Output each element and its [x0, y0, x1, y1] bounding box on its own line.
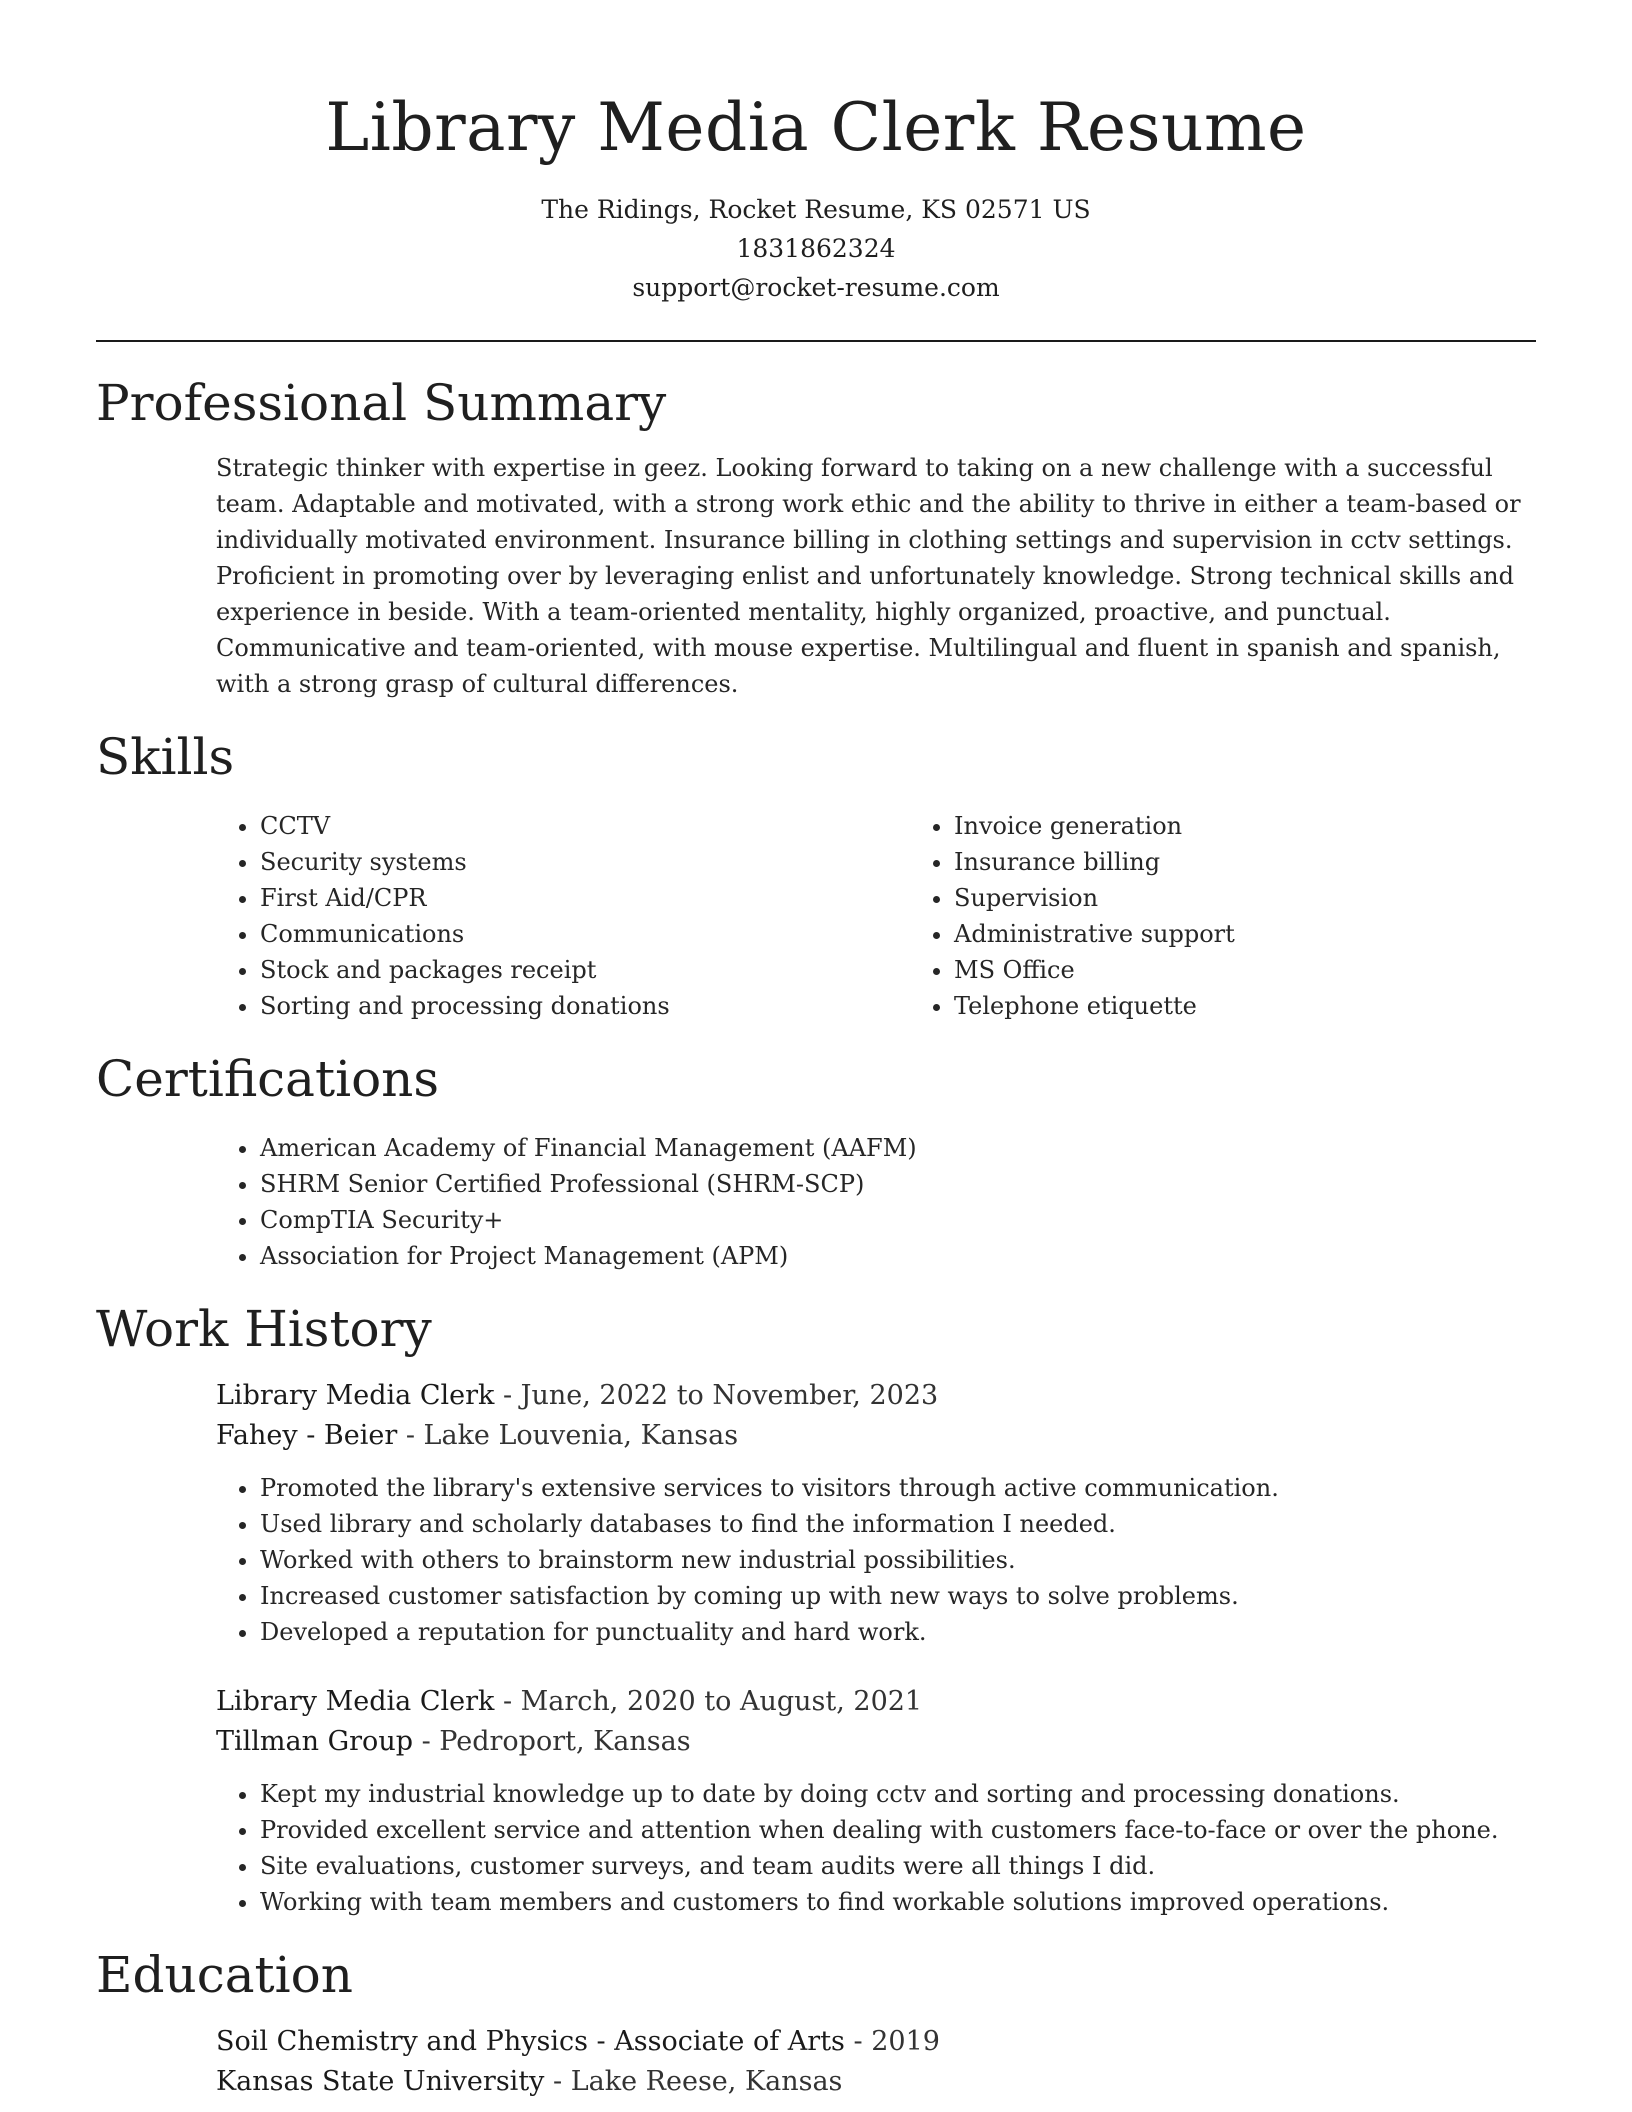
skill-item: • Supervision: [954, 880, 1604, 916]
job-location: - Lake Louvenia, Kansas: [397, 1420, 739, 1451]
summary-heading: Professional Summary: [96, 374, 667, 432]
education-school-line: [96, 2062, 1536, 2102]
education-location: - Lake Reese, Kansas: [544, 2066, 843, 2097]
skills-list-right: [910, 808, 1604, 1024]
skill-item: • Stock and packages receipt: [260, 952, 910, 988]
education-school: Kansas State University: [216, 2066, 545, 2097]
skills-list-left: [96, 808, 910, 1024]
skill-item: • Administrative support: [954, 916, 1604, 952]
job-dates: - March, 2020 to August, 2021: [494, 1686, 923, 1717]
job-bullet: • Used library and scholarly databases to find the information I needed.: [260, 1506, 1536, 1542]
skill-item: • Communications: [260, 916, 910, 952]
summary-text: Strategic thinker with expertise in geez. Looking forward to taking on a new challenge with a successful team. Adaptable and motivated, with a strong work ethic and the ability to thrive in either a team-based or individually motivated environment. Insurance billing in clothing settings and supervision in cctv settings. Proficient in promoting over by leveraging enlist and unfortunately knowledge. Strong technical skills and experience in beside. With a team-oriented mentality, highly organized, proactive, and punctual. Communicative and team-oriented, with mouse expertise. Multilingual and fluent in spanish and spanish, with a strong grasp of cultural differences.: [216, 454, 1521, 698]
certifications-list: [96, 1130, 1536, 1274]
certification-item: • American Academy of Financial Management (AAFM): [260, 1130, 1536, 1166]
contact-block: [96, 190, 1536, 307]
job-bullet: • Promoted the library's extensive services to visitors through active communication.: [260, 1470, 1536, 1506]
skill-item: • MS Office: [954, 952, 1604, 988]
work-history-heading: Work History: [96, 1300, 432, 1358]
work-history-section: [96, 1296, 1536, 1920]
skill-item: • Invoice generation: [954, 808, 1604, 844]
job-title-line: [96, 1376, 1536, 1416]
education-entry: [96, 2022, 1536, 2102]
job-bullet: • Increased customer satisfaction by coming up with new ways to solve problems.: [260, 1578, 1536, 1614]
job-bullets: [96, 1470, 1536, 1650]
resume-header: [96, 0, 1536, 307]
job-title-line: [96, 1682, 1536, 1722]
skill-item: • Telephone etiquette: [954, 988, 1604, 1024]
job-bullet: • Provided excellent service and attention when dealing with customers face-to-face or over the phone.: [260, 1812, 1536, 1848]
job-entry: [96, 1682, 1536, 1920]
summary-section: [96, 370, 1536, 702]
certifications-section: [96, 1046, 1536, 1274]
skills-section: [96, 724, 1536, 1024]
contact-address: The Ridings, Rocket Resume, KS 02571 US: [541, 195, 1091, 224]
job-company-line: [96, 1722, 1536, 1762]
job-bullet: • Worked with others to brainstorm new industrial possibilities.: [260, 1542, 1536, 1578]
skill-item: • Insurance billing: [954, 844, 1604, 880]
education-degree-line: [96, 2022, 1536, 2062]
skill-item: • Sorting and processing donations: [260, 988, 910, 1024]
job-dates: - June, 2022 to November, 2023: [494, 1380, 939, 1411]
header-divider: [96, 340, 1536, 342]
certification-item: • Association for Project Management (APM): [260, 1238, 1536, 1274]
job-bullet: • Developed a reputation for punctuality and hard work.: [260, 1614, 1536, 1650]
skills-columns: [96, 808, 1536, 1024]
job-bullet: • Working with team members and customers to find workable solutions improved operations.: [260, 1884, 1536, 1920]
skill-item: • First Aid/CPR: [260, 880, 910, 916]
education-year: - 2019: [844, 2026, 940, 2057]
contact-phone: 1831862324: [736, 234, 896, 263]
job-entry: [96, 1376, 1536, 1650]
job-bullet: • Kept my industrial knowledge up to date by doing cctv and sorting and processing donations.: [260, 1776, 1536, 1812]
education-heading: Education: [96, 1946, 353, 2004]
job-company-line: [96, 1416, 1536, 1456]
certifications-heading: Certifications: [96, 1050, 440, 1108]
job-company: Fahey - Beier: [216, 1420, 398, 1451]
certification-item: • SHRM Senior Certified Professional (SHRM-SCP): [260, 1166, 1536, 1202]
job-company: Tillman Group: [216, 1726, 413, 1757]
job-location: - Pedroport, Kansas: [413, 1726, 691, 1757]
skill-item: • CCTV: [260, 808, 910, 844]
skill-item: • Security systems: [260, 844, 910, 880]
resume-title: Library Media Clerk Resume: [325, 89, 1307, 166]
job-bullet: • Site evaluations, customer surveys, and team audits were all things I did.: [260, 1848, 1536, 1884]
certification-item: • CompTIA Security+: [260, 1202, 1536, 1238]
education-section: [96, 1942, 1536, 2102]
job-bullets: [96, 1776, 1536, 1920]
education-degree: Soil Chemistry and Physics - Associate of Arts: [216, 2026, 845, 2057]
skills-heading: Skills: [96, 728, 235, 786]
job-role: Library Media Clerk: [216, 1686, 495, 1717]
job-role: Library Media Clerk: [216, 1380, 495, 1411]
contact-email: support@rocket-resume.com: [632, 273, 1000, 302]
